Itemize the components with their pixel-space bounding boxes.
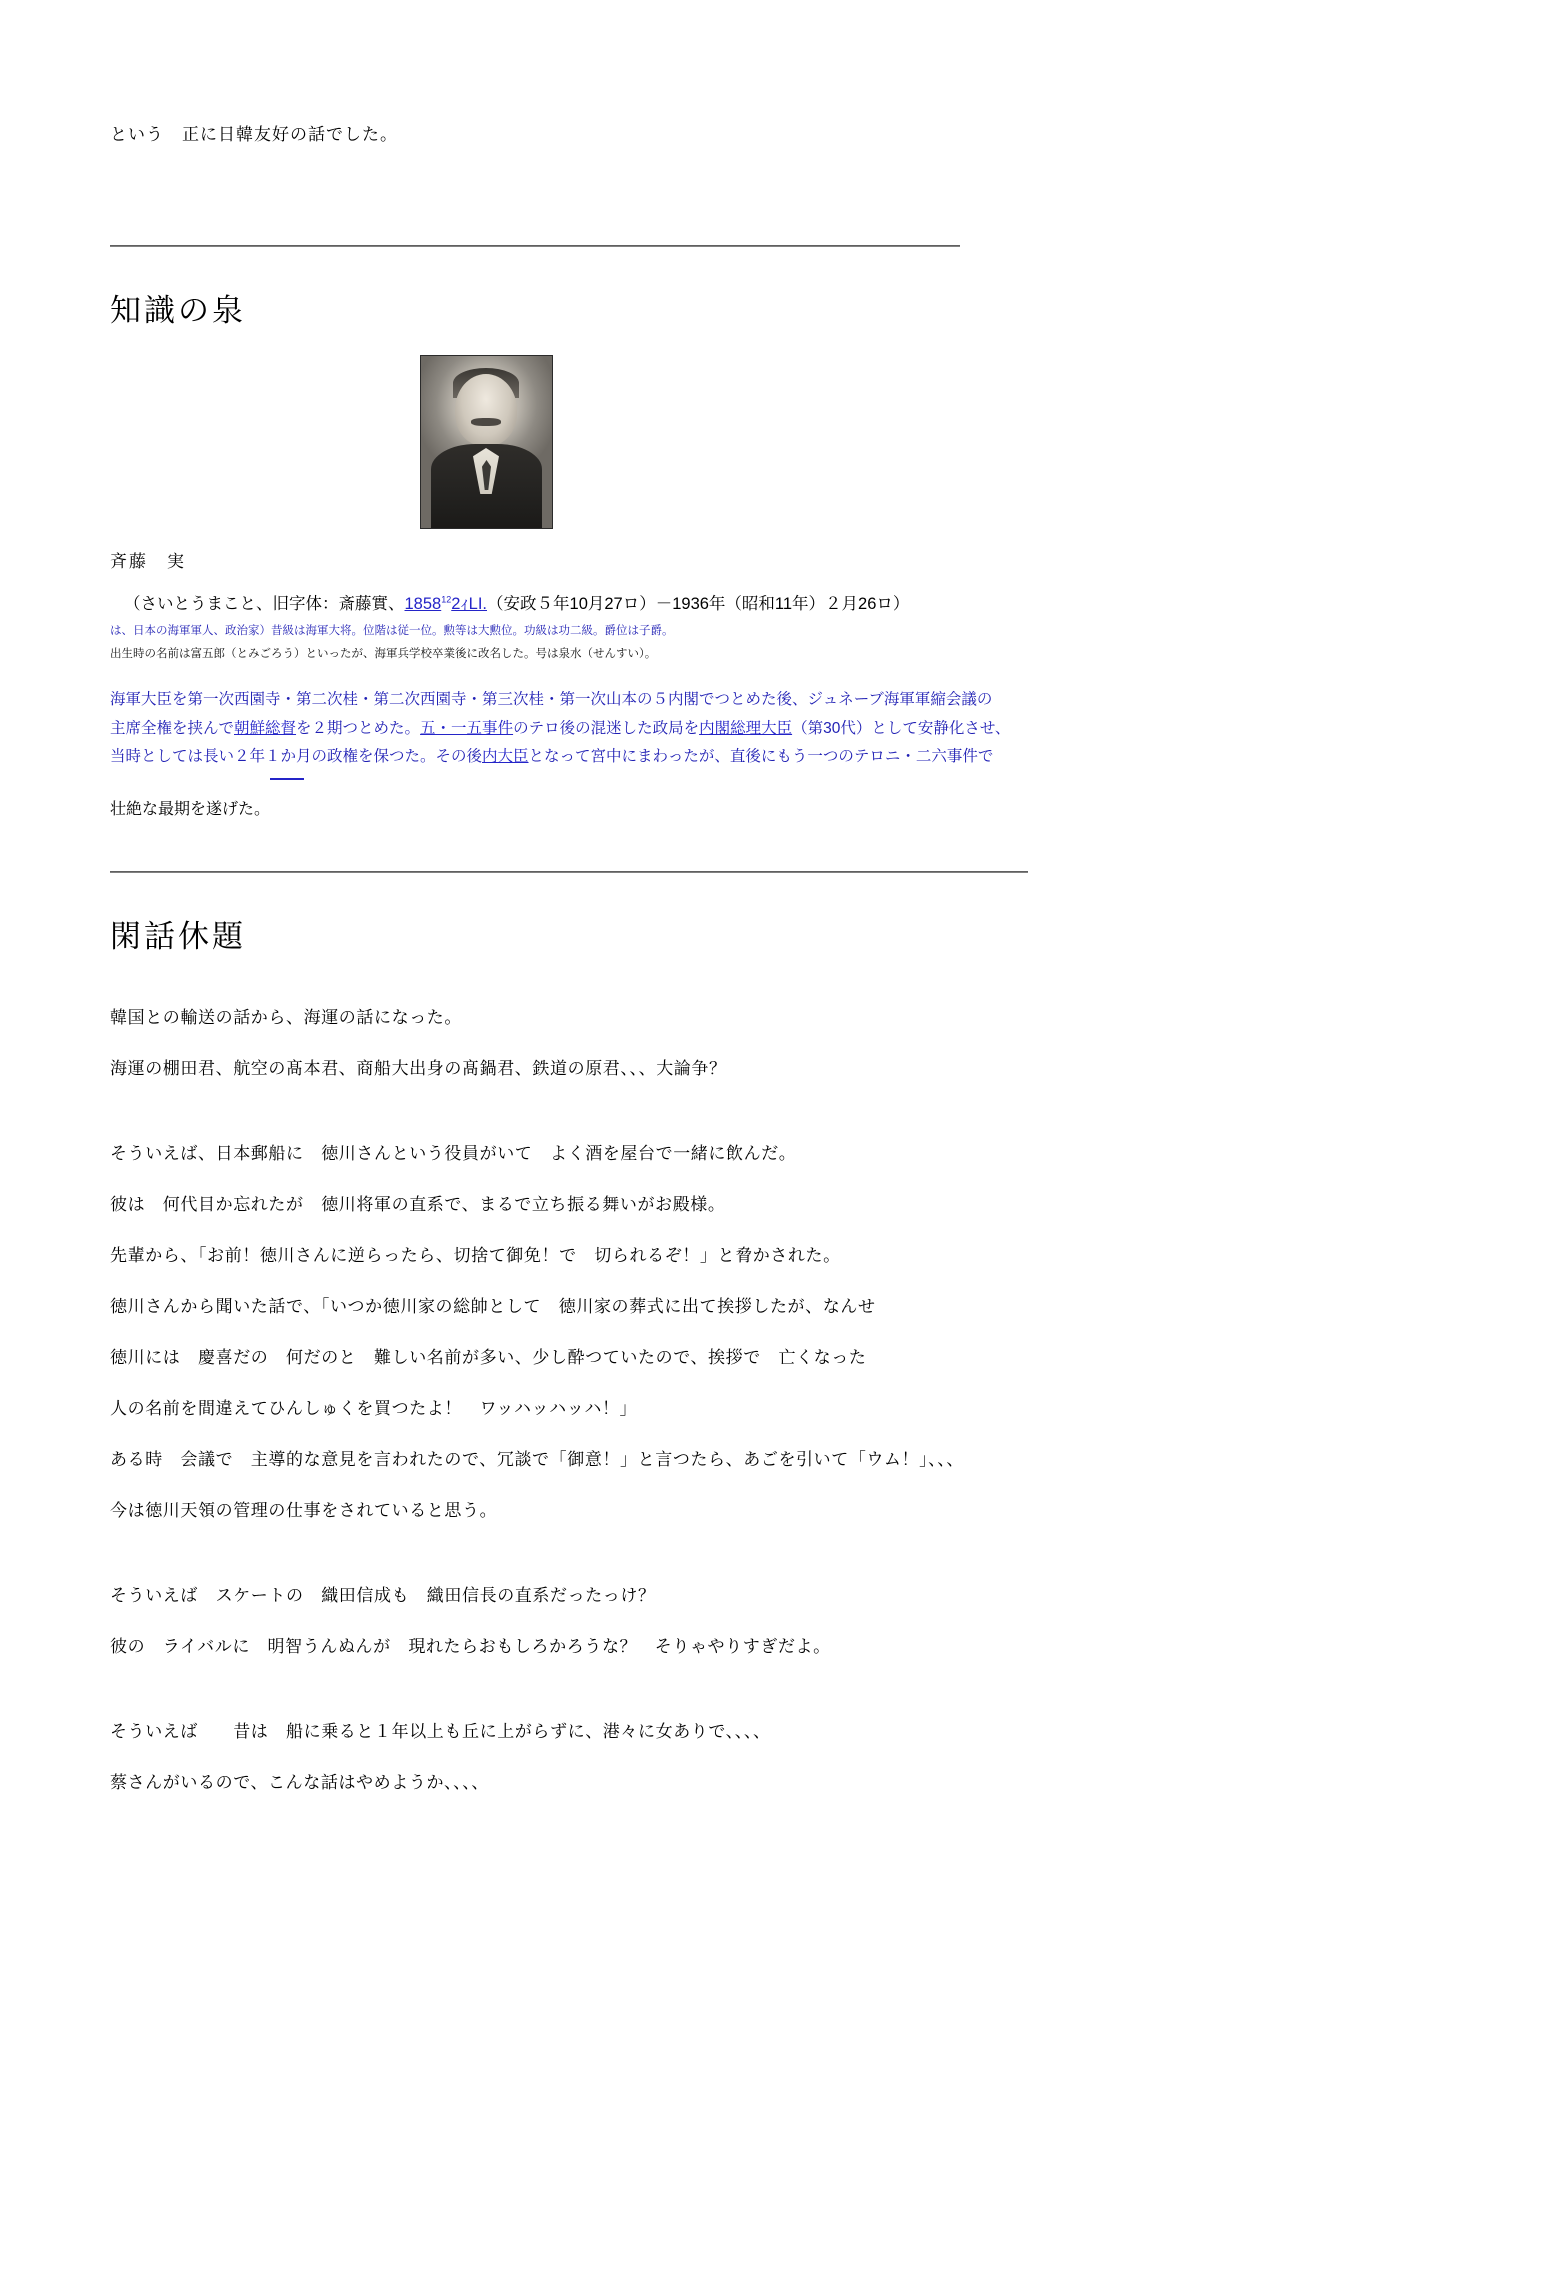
paragraph: 先輩から、「お前！徳川さんに逆らったら、切捨て御免！で 切られるぞ！」と脅かされた。 [110, 1246, 841, 1265]
bio-para-2d: のテロ後の混迷した政局を [513, 719, 700, 737]
bio-para-2f: （第30代）として安静化させ、 [792, 719, 1011, 737]
bio-link-governor[interactable]: 朝鮮総督 [234, 719, 297, 737]
bio-link-lord-keeper[interactable]: 内大臣 [482, 748, 529, 766]
paragraph: 蔡さんがいるので、こんな話はやめようか、、、、 [110, 1773, 489, 1792]
paragraph: 人の名前を間違えてひんしゅくを買つたよ！ ワッハッハッハ！」 [110, 1399, 638, 1418]
bio-para-3b: となって宮中にまわったが、直後にもう一つのテロニ・二六事件で [528, 748, 994, 766]
bio-para-line-1: 海軍大臣を第一次西園寺・第二次桂・第二次西園寺・第三次桂・第一次山本の５内閣でつとめた後、ジュネーブ海軍軍縮会議の [110, 690, 993, 708]
bio-lead-text-1: （さいとうまこと、旧字体：斎藤實、 [124, 595, 405, 613]
bio-superscript: 12 [441, 594, 452, 605]
spacer [110, 1683, 1444, 1717]
bio-link-prime-minister[interactable]: 内閣総理大臣 [699, 719, 793, 737]
paragraph: 彼の ライバルに 明智うんぬんが 現れたらおもしろかろうな？ そりゃやりすぎだよ。 [110, 1637, 831, 1656]
paragraph: 徳川には 慶喜だの 何だのと 難しい名前が多い、少し酔つていたので、挨拶で 亡くなった [110, 1348, 867, 1367]
spacer [110, 981, 1444, 1003]
section-title-digression: 閑話休題 [110, 919, 246, 954]
divider-rule-2: ―――――――――――――――――――――――――――――――――――――――――――――――――――――― [110, 861, 1028, 880]
bio-lead-text-2: （安政５年10月27ロ）－1936年（昭和11年）２月26ロ） [487, 595, 910, 613]
biography-lead [124, 590, 1444, 618]
spacer [110, 1105, 1444, 1139]
bio-para-2b: を２期つとめた。 [296, 719, 421, 737]
bio-para-3a: 当時としては長い２年１か月の政権を保つた。その後 [110, 748, 483, 766]
portrait-container [420, 355, 1444, 529]
spacer [110, 1547, 1444, 1581]
bio-link-incident[interactable]: 五・一五事件 [420, 719, 514, 737]
divider-rule-1: ―――――――――――――――――――――――――――――――――――――――――――――――――― [110, 235, 960, 254]
portrait-photo [420, 355, 553, 529]
bio-para-2a: 主席全権を挟んで [110, 719, 235, 737]
underline-mark [270, 778, 304, 780]
bio-year-link[interactable]: 1858 [404, 595, 442, 613]
portrait-head [455, 374, 517, 446]
biography-paragraph-tail: 壮絶な最期を遂げた。 [110, 801, 271, 818]
intro-line: という 正に日韓友好の話でした。 [110, 125, 398, 144]
paragraph: そういえば 昔は 船に乗ると１年以上も丘に上がらずに、港々に女ありで、、、、 [110, 1722, 771, 1741]
paragraph: 今は徳川天領の管理の仕事をされていると思う。 [110, 1501, 498, 1520]
paragraph: 韓国との輸送の話から、海運の話になった。 [110, 1008, 462, 1027]
portrait-mustache [471, 418, 501, 426]
person-name: 斉藤 実 [110, 552, 186, 571]
bio-para-line-2 [110, 715, 1444, 744]
bio-date-link[interactable]: 2ｨLI. [451, 595, 488, 613]
bio-para-line-3 [110, 743, 1444, 772]
paragraph: ある時 会議で 主導的な意見を言われたので、冗談で「御意！」と言つたら、あごを引いて「ウム！」、、、 [110, 1450, 964, 1469]
paragraph: そういえば スケートの 織田信成も 織田信長の直系だったっけ？ [110, 1586, 656, 1605]
paragraph: そういえば、日本郵船に 徳川さんという役員がいて よく酒を屋台で一緒に飲んだ。 [110, 1144, 797, 1163]
paragraph: 彼は 何代目か忘れたが 徳川将軍の直系で、まるで立ち振る舞いがお殿様。 [110, 1195, 726, 1214]
digression-body [110, 981, 1444, 1793]
biography-note-1: は、日本の海軍軍人、政治家）昔級は海軍大将。位階は従一位。勲等は大勲位。功級は功二級。爵位は子爵。 [110, 625, 674, 638]
biography-paragraph [110, 686, 1444, 772]
section-title-knowledge: 知識の泉 [110, 293, 246, 328]
paragraph: 海運の棚田君、航空の髙本君、商船大出身の髙鍋君、鉄道の原君、、、大論争？ [110, 1059, 727, 1078]
paragraph: 徳川さんから聞いた話で、「いつか徳川家の総帥として 徳川家の葬式に出て挨拶したが、なんせ [110, 1297, 876, 1316]
biography-note-2: 出生時の名前は富五郎（とみごろう）といったが、海軍兵学校卒業後に改名した。号は泉水（せんすい）。 [110, 648, 657, 661]
